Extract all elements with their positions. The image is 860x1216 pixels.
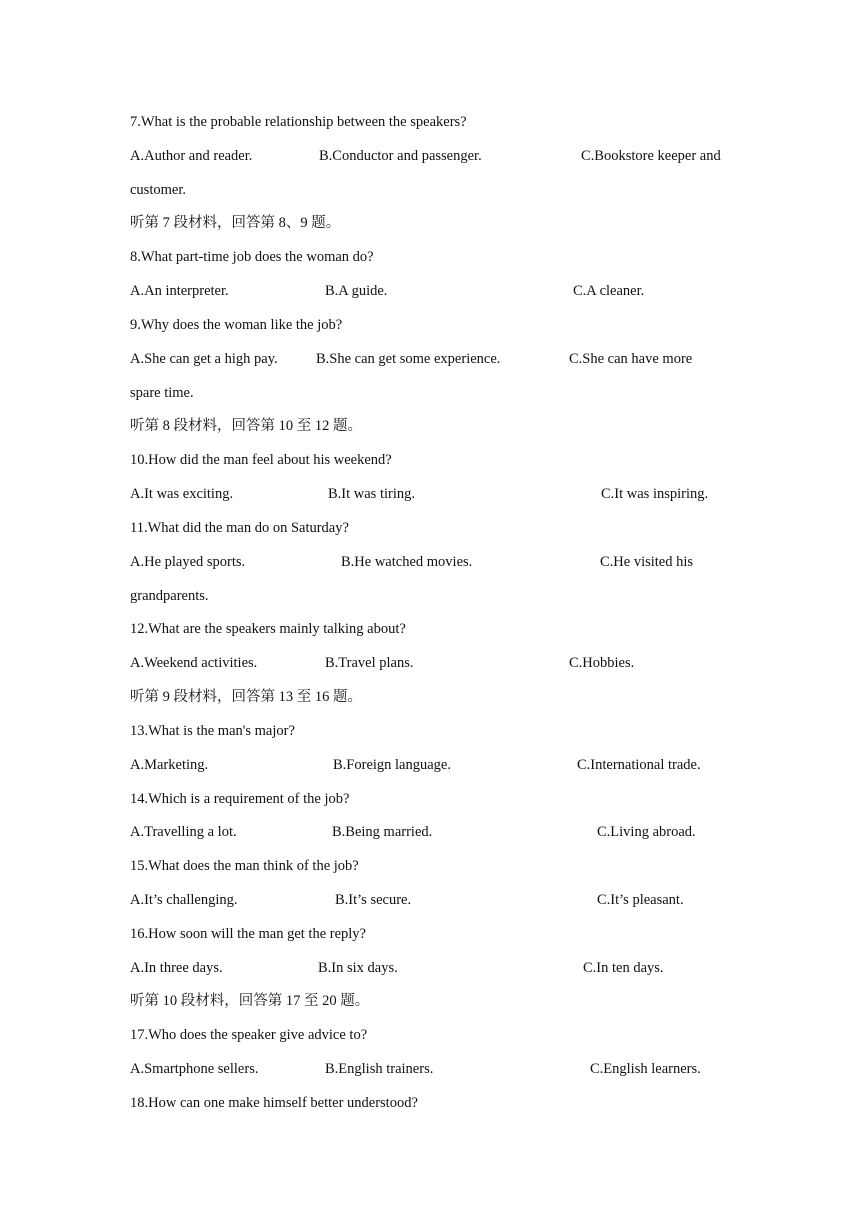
q17-option-b: B.English trainers. [325,1061,434,1077]
q11-option-b: B.He watched movies. [341,554,473,570]
q15-option-c: C.It’s pleasant. [597,892,684,908]
q13-option-a: A.Marketing. [130,757,209,773]
question-7: 7.What is the probable relationship between the speakers? [130,114,467,130]
question-11: 11.What did the man do on Saturday? [130,520,349,536]
q11-option-a: A.He played sports. [130,554,246,570]
q9-option-c-continued: spare time. [130,385,194,401]
q11-option-c: C.He visited his [600,554,694,570]
q10-option-c: C.It was inspiring. [601,486,709,502]
q7-option-b: B.Conductor and passenger. [319,148,482,164]
q9-option-b: B.She can get some experience. [316,351,501,367]
q12-option-b: B.Travel plans. [325,655,414,671]
question-18: 18.How can one make himself better understood? [130,1095,418,1111]
q14-option-a: A.Travelling a lot. [130,824,237,840]
q7-option-c: C.Bookstore keeper and [581,148,721,164]
q8-option-c: C.A cleaner. [573,283,645,299]
q12-option-c: C.Hobbies. [569,655,635,671]
q11-option-c-continued: grandparents. [130,588,209,604]
q10-option-a: A.It was exciting. [130,486,234,502]
q9-option-a: A.She can get a high pay. [130,351,278,367]
section-heading-10: 听第 10 段材料，回答第 17 至 20 题。 [130,993,370,1009]
q15-option-b: B.It’s secure. [335,892,412,908]
q17-option-c: C.English learners. [590,1061,701,1077]
question-8: 8.What part-time job does the woman do? [130,249,374,265]
q17-option-a: A.Smartphone sellers. [130,1061,259,1077]
section-heading-8: 听第 8 段材料，回答第 10 至 12 题。 [130,418,362,434]
question-13: 13.What is the man's major? [130,723,295,739]
question-17: 17.Who does the speaker give advice to? [130,1027,368,1043]
question-10: 10.How did the man feel about his weekend? [130,452,392,468]
question-15: 15.What does the man think of the job? [130,858,359,874]
q8-option-a: A.An interpreter. [130,283,229,299]
question-14: 14.Which is a requirement of the job? [130,791,350,807]
q7-option-c-continued: customer. [130,182,186,198]
question-16: 16.How soon will the man get the reply? [130,926,366,942]
q12-option-a: A.Weekend activities. [130,655,258,671]
q7-option-a: A.Author and reader. [130,148,253,164]
q16-option-b: B.In six days. [318,960,398,976]
q16-option-c: C.In ten days. [583,960,664,976]
q10-option-b: B.It was tiring. [328,486,415,502]
q15-option-a: A.It’s challenging. [130,892,238,908]
q9-option-c: C.She can have more [569,351,693,367]
question-12: 12.What are the speakers mainly talking about? [130,621,406,637]
q8-option-b: B.A guide. [325,283,388,299]
q16-option-a: A.In three days. [130,960,223,976]
question-9: 9.Why does the woman like the job? [130,317,343,333]
q14-option-c: C.Living abroad. [597,824,696,840]
section-heading-7: 听第 7 段材料，回答第 8、9 题。 [130,215,341,231]
q13-option-c: C.International trade. [577,757,701,773]
q14-option-b: B.Being married. [332,824,433,840]
q13-option-b: B.Foreign language. [333,757,451,773]
section-heading-9: 听第 9 段材料，回答第 13 至 16 题。 [130,689,362,705]
